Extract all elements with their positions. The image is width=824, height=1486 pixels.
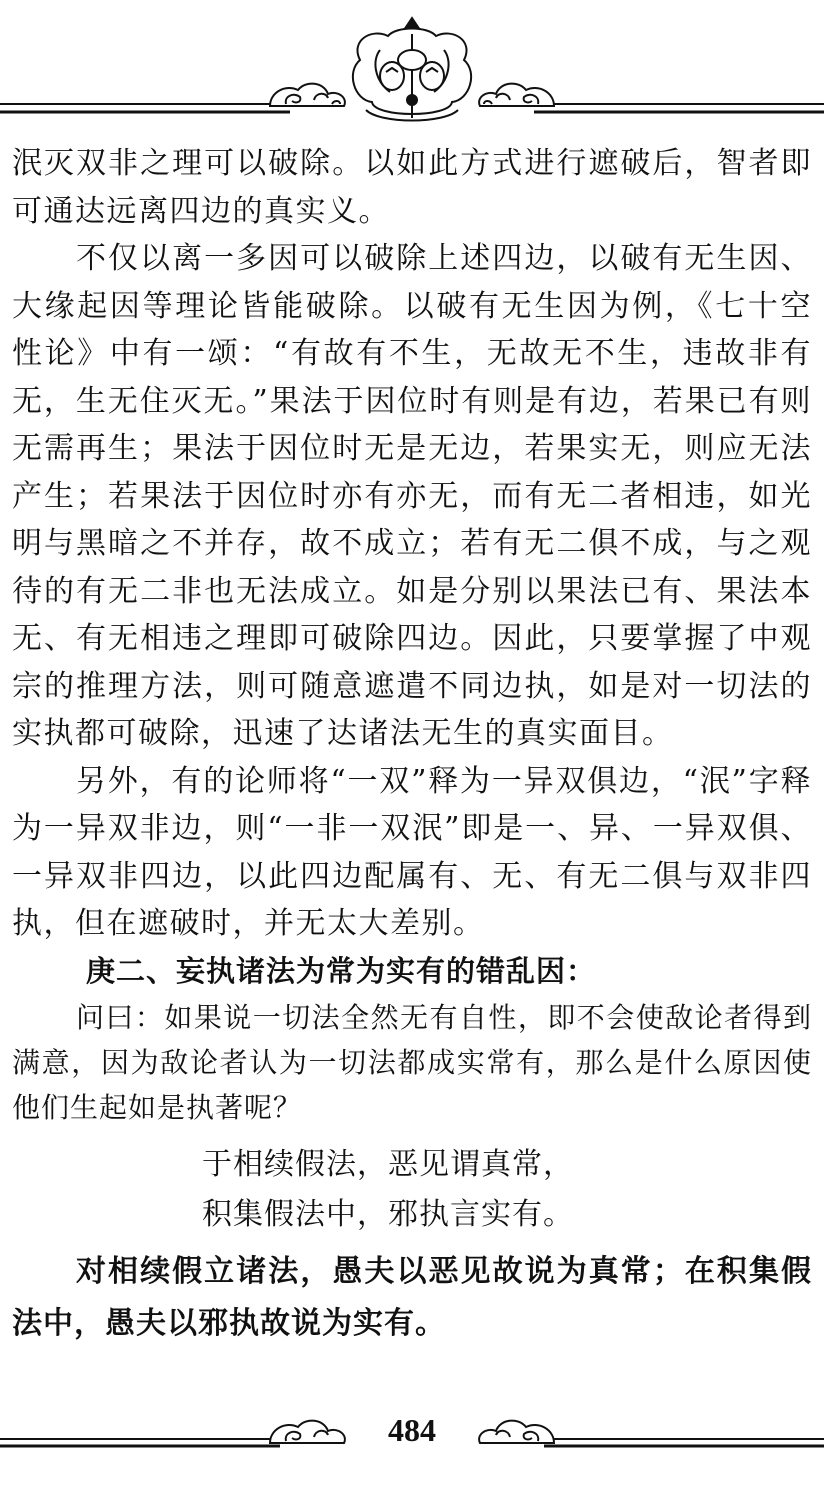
- verse-line: 积集假法中，邪执言实有。: [202, 1196, 574, 1232]
- page-number: 484: [388, 1412, 436, 1448]
- question-paragraph: 问曰：如果说一切法全然无有自性，即不会使敌论者得到满意，因为敌论者认为一切法都成实常有，那么是什么原因使他们生起如是执著呢？: [12, 1000, 812, 1124]
- verse-block: [12, 1140, 812, 1240]
- header-ornament: [0, 0, 824, 130]
- body-paragraph: 不仅以离一多因可以破除上述四边，以破有无生因、大缘起因等理论皆能破除。以破有无生因为例，《七十空性论》中有一颂：“有故有不生，无故无不生，违故非有无，生无住灭无。”果法于因位时有则是有边，若果已有则无需再生；果法于因位时无是无边，若果实无，则应无法产生；若果法于因位时亦有亦无，而有无二者相违，如光明与黑暗之不并存，故不成立；若有无二俱不成，与之观待的有无二非也无法成立。如是分别以果法已有、果法本无、有无相违之理即可破除四边。因此，只要掌握了中观宗的推理方法，则可随意遮遣不同边执，如是对一切法的实执都可破除，迅速了达诸法无生的真实面目。: [12, 241, 812, 751]
- verse-line: 于相续假法，恶见谓真常，: [202, 1146, 574, 1182]
- section-heading: 庚二、妄执诸法为常为实有的错乱因：: [86, 953, 597, 988]
- body-paragraph: 泯灭双非之理可以破除。以如此方式进行遮破后，智者即可通达远离四边的真实义。: [12, 146, 812, 229]
- body-paragraph: 另外，有的论师将“一双”释为一异双俱边，“泯”字释为一异双非边，则“一非一双泯”即是一、异、一异双俱、一异双非四边，以此四边配属有、无、有无二俱与双非四执，但在遮破时，并无太大差别。: [12, 763, 812, 941]
- page-body: [12, 140, 812, 1350]
- commentary-paragraph: 对相续假立诸法，愚夫以恶见故说为真常；在积集假法中，愚夫以邪执故说为实有。: [12, 1253, 812, 1341]
